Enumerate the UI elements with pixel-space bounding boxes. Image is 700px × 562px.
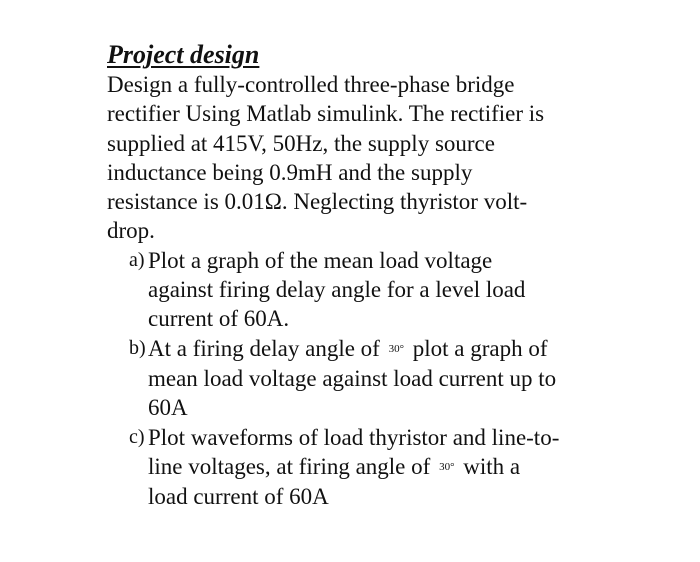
intro-line: Design a fully-controlled three-phase bridge [107, 72, 515, 97]
task-item-a [107, 246, 607, 334]
page-title: Project design [107, 40, 260, 69]
intro-line: drop. [107, 218, 155, 244]
task-line: load current of 60A [148, 484, 329, 510]
firing-angle-value: 30° [388, 342, 404, 355]
task-label-c: c) [129, 425, 145, 448]
task-line: Plot a graph of the mean load voltage [148, 247, 493, 273]
intro-line: inductance being 0.9mH and the supply [107, 159, 473, 185]
intro-line: supplied at 415V, 50Hz, the supply source [107, 130, 495, 156]
task-text: with a [463, 453, 521, 479]
task-item-b [107, 334, 607, 423]
task-label-a: a) [129, 248, 145, 271]
firing-angle-value: 30° [439, 460, 455, 473]
document-page [107, 40, 607, 511]
task-line: Plot waveforms of load thyristor and line-to- [148, 424, 560, 450]
task-label-b: b) [129, 336, 146, 359]
task-item-c [107, 423, 607, 512]
task-text: At a firing delay angle of [148, 335, 380, 361]
task-line: mean load voltage against load current up to [148, 365, 557, 391]
task-line: current of 60A. [148, 306, 290, 332]
task-text: plot a graph of [412, 335, 548, 361]
intro-line: rectifier Using Matlab simulink. The rectifier is [107, 101, 545, 127]
task-text: line voltages, at firing angle of [148, 453, 431, 479]
task-line: 60A [148, 395, 188, 421]
task-line: against firing delay angle for a level load [148, 277, 526, 303]
task-line [107, 452, 607, 482]
intro-line: resistance is 0.01Ω. Neglecting thyristor volt- [107, 189, 528, 215]
intro-paragraph [107, 70, 607, 246]
task-line [107, 334, 607, 364]
